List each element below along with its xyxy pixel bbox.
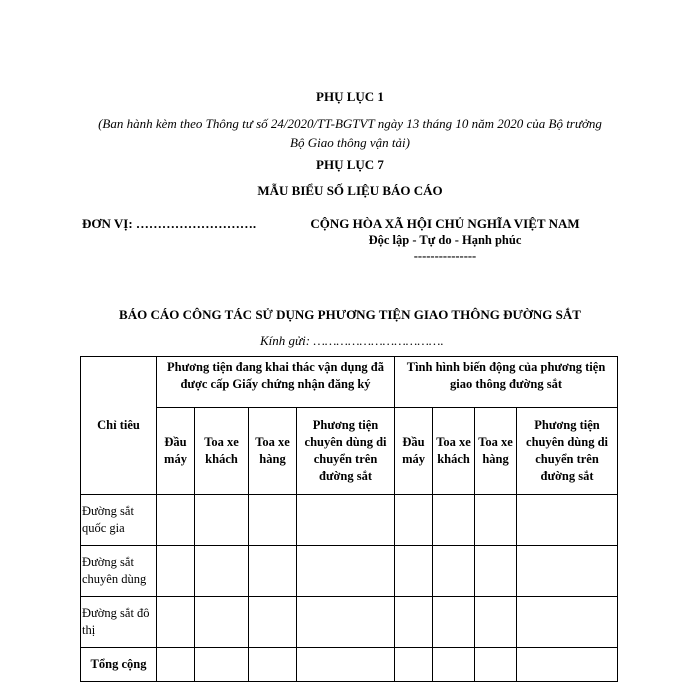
row-label: Đường sắt chuyên dùng bbox=[81, 546, 157, 597]
table-cell[interactable] bbox=[249, 495, 297, 546]
criteria-header: Chỉ tiêu bbox=[81, 357, 157, 495]
table-cell[interactable] bbox=[475, 495, 517, 546]
table-cell[interactable] bbox=[297, 546, 395, 597]
table-cell[interactable] bbox=[517, 546, 618, 597]
issued-note bbox=[80, 114, 620, 152]
table-cell[interactable] bbox=[395, 546, 433, 597]
table-cell[interactable] bbox=[475, 648, 517, 682]
table-cell[interactable] bbox=[395, 648, 433, 682]
table-cell[interactable] bbox=[195, 597, 249, 648]
group-header-changes: Tình hình biến động của phương tiện giao thông đường sắt bbox=[395, 357, 618, 408]
table-cell[interactable] bbox=[475, 546, 517, 597]
table-cell[interactable] bbox=[157, 597, 195, 648]
table-cell[interactable] bbox=[195, 546, 249, 597]
table-cell[interactable] bbox=[297, 648, 395, 682]
col-header-locomotive: Đầu máy bbox=[395, 408, 433, 495]
table-cell[interactable] bbox=[157, 495, 195, 546]
group-header-registered: Phương tiện đang khai thác vận dụng đã được cấp Giấy chứng nhận đăng ký bbox=[157, 357, 395, 408]
col-header-passenger-car: Toa xe khách bbox=[195, 408, 249, 495]
appendix-7-heading: PHỤ LỤC 7 bbox=[316, 157, 384, 172]
report-table bbox=[80, 356, 618, 682]
recipient-line: Kính gửi: ……………………………. bbox=[260, 333, 444, 348]
table-cell[interactable] bbox=[433, 648, 475, 682]
motto-divider: --------------- bbox=[413, 249, 477, 263]
table-cell[interactable] bbox=[297, 597, 395, 648]
table-cell[interactable] bbox=[297, 495, 395, 546]
row-label: Đường sắt đô thị bbox=[81, 597, 157, 648]
motto: Độc lập - Tự do - Hạnh phúc bbox=[368, 233, 522, 247]
table-row bbox=[81, 546, 618, 597]
table-cell[interactable] bbox=[433, 597, 475, 648]
unit-line: ĐƠN VỊ: ………………………. bbox=[82, 216, 257, 231]
table-cell[interactable] bbox=[517, 648, 618, 682]
col-header-special-vehicle: Phương tiện chuyên dùng di chuyển trên đường sắt bbox=[297, 408, 395, 495]
table-cell[interactable] bbox=[195, 648, 249, 682]
table-cell[interactable] bbox=[157, 546, 195, 597]
col-header-freight-car: Toa xe hàng bbox=[249, 408, 297, 495]
table-row bbox=[81, 597, 618, 648]
republic-heading: CỘNG HÒA XÃ HỘI CHỦ NGHĨA VIỆT NAM bbox=[310, 216, 580, 231]
table-row bbox=[81, 495, 618, 546]
col-header-passenger-car: Toa xe khách bbox=[433, 408, 475, 495]
table-cell[interactable] bbox=[475, 597, 517, 648]
form-title: MẪU BIỂU SỐ LIỆU BÁO CÁO bbox=[257, 183, 443, 198]
table-cell[interactable] bbox=[249, 648, 297, 682]
total-label: Tổng cộng bbox=[81, 648, 157, 682]
table-cell[interactable] bbox=[395, 597, 433, 648]
issued-note-line1: (Ban hành kèm theo Thông tư số 24/2020/TT-BGTVT ngày 13 tháng 10 năm 2020 của Bộ trưởng bbox=[98, 116, 602, 131]
report-title: BÁO CÁO CÔNG TÁC SỬ DỤNG PHƯƠNG TIỆN GIAO THÔNG ĐƯỜNG SẮT bbox=[119, 307, 581, 322]
table-cell[interactable] bbox=[517, 495, 618, 546]
table-cell[interactable] bbox=[157, 648, 195, 682]
appendix-1-heading: PHỤ LỤC 1 bbox=[316, 89, 384, 104]
table-cell[interactable] bbox=[249, 546, 297, 597]
col-header-special-vehicle: Phương tiện chuyên dùng di chuyển trên đường sắt bbox=[517, 408, 618, 495]
col-header-freight-car: Toa xe hàng bbox=[475, 408, 517, 495]
issued-note-line2: Bộ Giao thông vận tải) bbox=[290, 135, 410, 150]
row-label: Đường sắt quốc gia bbox=[81, 495, 157, 546]
table-cell[interactable] bbox=[433, 495, 475, 546]
table-cell[interactable] bbox=[249, 597, 297, 648]
table-cell[interactable] bbox=[517, 597, 618, 648]
table-cell[interactable] bbox=[195, 495, 249, 546]
table-cell[interactable] bbox=[433, 546, 475, 597]
col-header-locomotive: Đầu máy bbox=[157, 408, 195, 495]
table-cell[interactable] bbox=[395, 495, 433, 546]
total-row bbox=[81, 648, 618, 682]
